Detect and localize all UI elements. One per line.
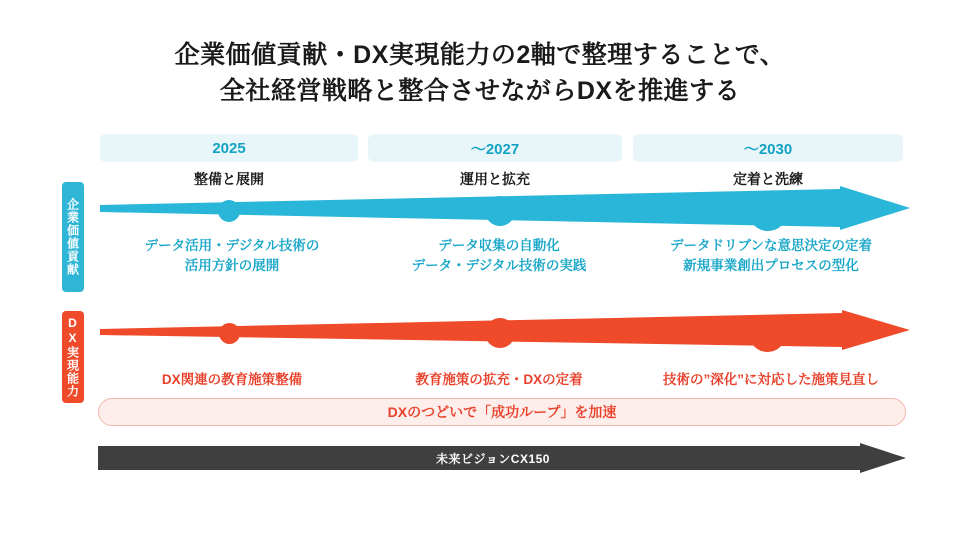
value-item-2 xyxy=(368,236,630,277)
value-item-3-line-1: データドリブンな意思決定の定着 xyxy=(670,238,872,253)
axis-label-dx-capability: DX実現能力 xyxy=(62,311,84,403)
milestone-dot-value-1 xyxy=(218,200,240,222)
dx-item-3 xyxy=(628,370,914,390)
milestone-dot-value-2 xyxy=(485,196,515,226)
year-pill-2027: 〜2027 xyxy=(368,134,622,162)
dx-item-1 xyxy=(92,370,372,390)
milestone-dot-value-3 xyxy=(748,191,788,231)
dx-item-1-line-1: DX関連の教育施策整備 xyxy=(161,372,303,387)
page-title xyxy=(0,38,960,109)
year-pill-2030: 〜2030 xyxy=(633,134,903,162)
page-title-line-2: 全社経営戦略と整合させながらDXを推進する xyxy=(219,76,741,105)
milestone-dot-dx-2 xyxy=(485,318,515,348)
value-item-3 xyxy=(628,236,914,277)
page-title-line-1: 企業価値貢献・DX実現能力の2軸で整理することで、 xyxy=(174,41,786,69)
dx-item-2 xyxy=(368,370,630,390)
phase-caption-2: 運用と拡充 xyxy=(460,171,530,187)
value-item-1 xyxy=(92,236,372,277)
milestone-dot-dx-3 xyxy=(749,315,786,352)
year-pill-2025: 2025 xyxy=(100,134,358,162)
phase-caption-3: 定着と洗練 xyxy=(733,171,803,187)
value-item-2-line-1: データ収集の自動化 xyxy=(438,238,560,253)
phase-caption-1: 整備と展開 xyxy=(194,171,264,187)
axis-label-value-contribution: 企業価値貢献 xyxy=(62,182,84,292)
value-item-2-line-2: データ・デジタル技術の実践 xyxy=(411,258,587,274)
dx-item-3-line-1: 技術の”深化”に対応した施策見直し xyxy=(663,372,879,387)
value-item-1-line-2: 活用方針の展開 xyxy=(184,258,280,274)
value-item-3-line-2: 新規事業創出プロセスの型化 xyxy=(683,258,859,274)
dx-item-2-line-1: 教育施策の拡充・DXの定着 xyxy=(415,372,583,387)
milestone-dot-dx-1 xyxy=(219,323,240,344)
future-vision-label: 未来ビジョンCX150 xyxy=(436,451,550,466)
success-loop-banner: DXのつどいで「成功ループ」を加速 xyxy=(98,398,906,426)
value-item-1-line-1: データ活用・デジタル技術の xyxy=(144,238,320,253)
